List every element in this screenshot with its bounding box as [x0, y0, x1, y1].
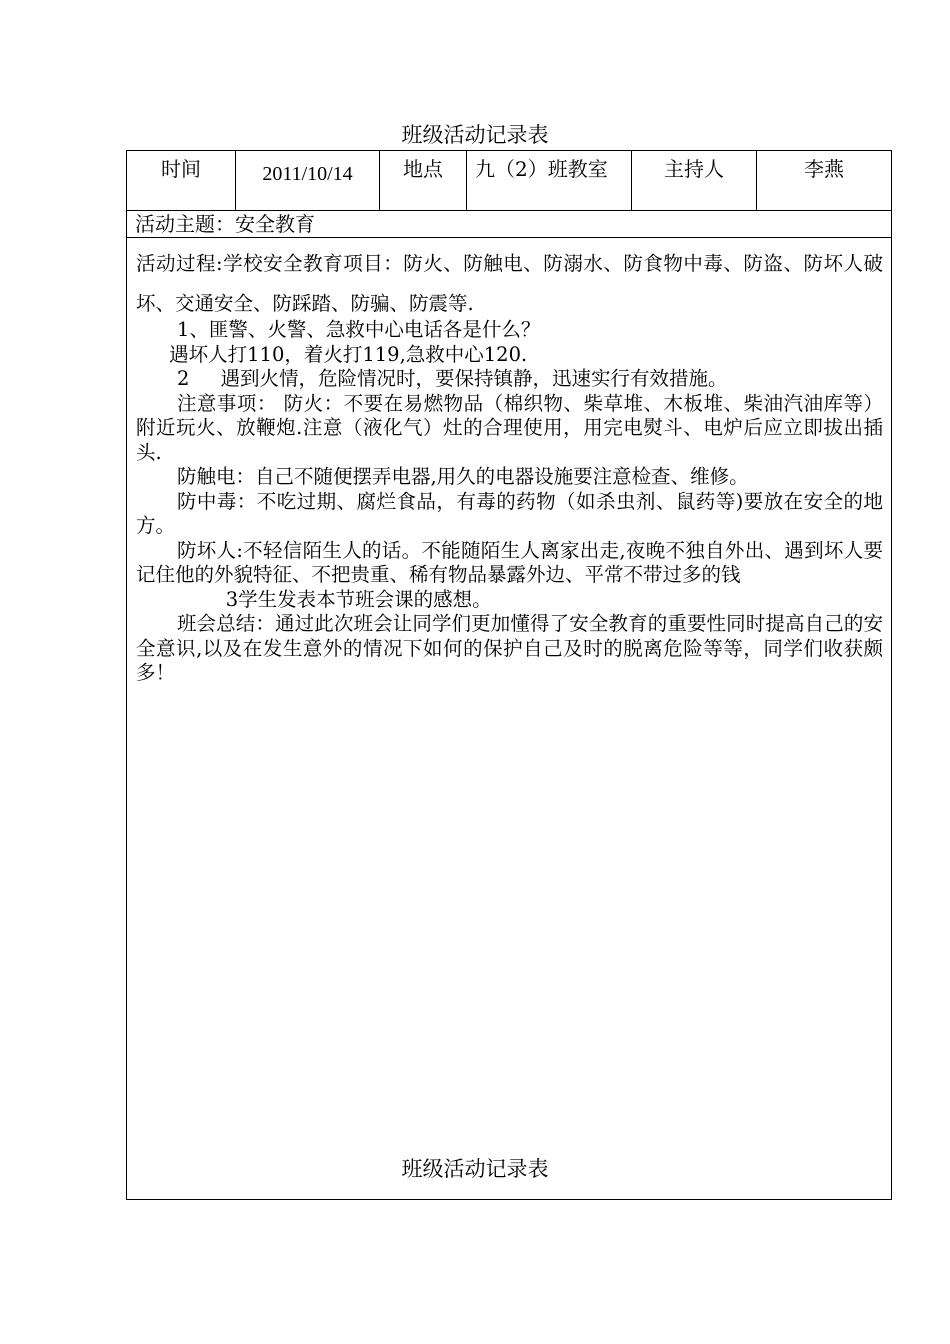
process-intro: 活动过程:学校安全教育项目：防火、防触电、防溺水、防食物中毒、防盗、防坏人破坏、交通安全、防踩踏、防骗、防震等. [136, 252, 883, 315]
notes-electric: 防触电：自己不随便摆弄电器,用久的电器设施要注意检查、维修。 [176, 465, 749, 488]
item2-text: 遇到火情，危险情况时，要保持镇静，迅速实行有效措施。 [220, 367, 728, 390]
time-label: 时间 [127, 151, 236, 211]
document-title: 班级活动记录表 [401, 123, 549, 147]
header-row [127, 151, 892, 211]
item1-answer: 遇坏人打110，着火打119,急救中心120. [169, 342, 528, 366]
activity-record-table [126, 150, 892, 1200]
notes-stranger: 防坏人:不轻信陌生人的话。不能随陌生人离家出走,夜晚不独自外出、遇到坏人要记住他的外貌特征、不把贵重、稀有物品暴露外边、平常不带过多的钱 [136, 538, 883, 586]
activity-process [127, 238, 892, 1200]
location-value: 九（2）班教室 [467, 151, 632, 211]
item2-line [136, 367, 883, 392]
process-row [127, 238, 892, 1200]
item3-line: 3学生发表本节班会课的感想。 [225, 587, 492, 611]
notes-fire: 注意事项： 防火：不要在易燃物品（棉织物、柴草堆、木板堆、柴油汽油库等）附近玩火、放鞭炮.注意（液化气）灶的合理使用，用完电熨斗、电炉后应立即拔出插头. [136, 391, 883, 464]
next-page-title: 班级活动记录表 [401, 1157, 549, 1181]
activity-theme: 活动主题：安全教育 [127, 211, 892, 238]
date-value: 2011/10/14 [236, 151, 380, 211]
meeting-summary: 班会总结：通过此次班会让同学们更加懂得了安全教育的重要性同时提高自己的安全意识,以及在发生意外的情况下如何的保护自己及时的脱离危险等等，同学们收获颇多！ [136, 612, 883, 684]
location-label: 地点 [380, 151, 467, 211]
notes-poison: 防中毒：不吃过期、腐烂食品，有毒的药物（如杀虫剂、鼠药等)要放在安全的地方。 [136, 489, 883, 537]
host-value: 李燕 [757, 151, 892, 211]
theme-row [127, 211, 892, 238]
item2-number: 2 [176, 367, 190, 390]
host-label: 主持人 [632, 151, 757, 211]
item1-question: 1、匪警、火警、急救中心电话各是什么？ [176, 318, 541, 341]
